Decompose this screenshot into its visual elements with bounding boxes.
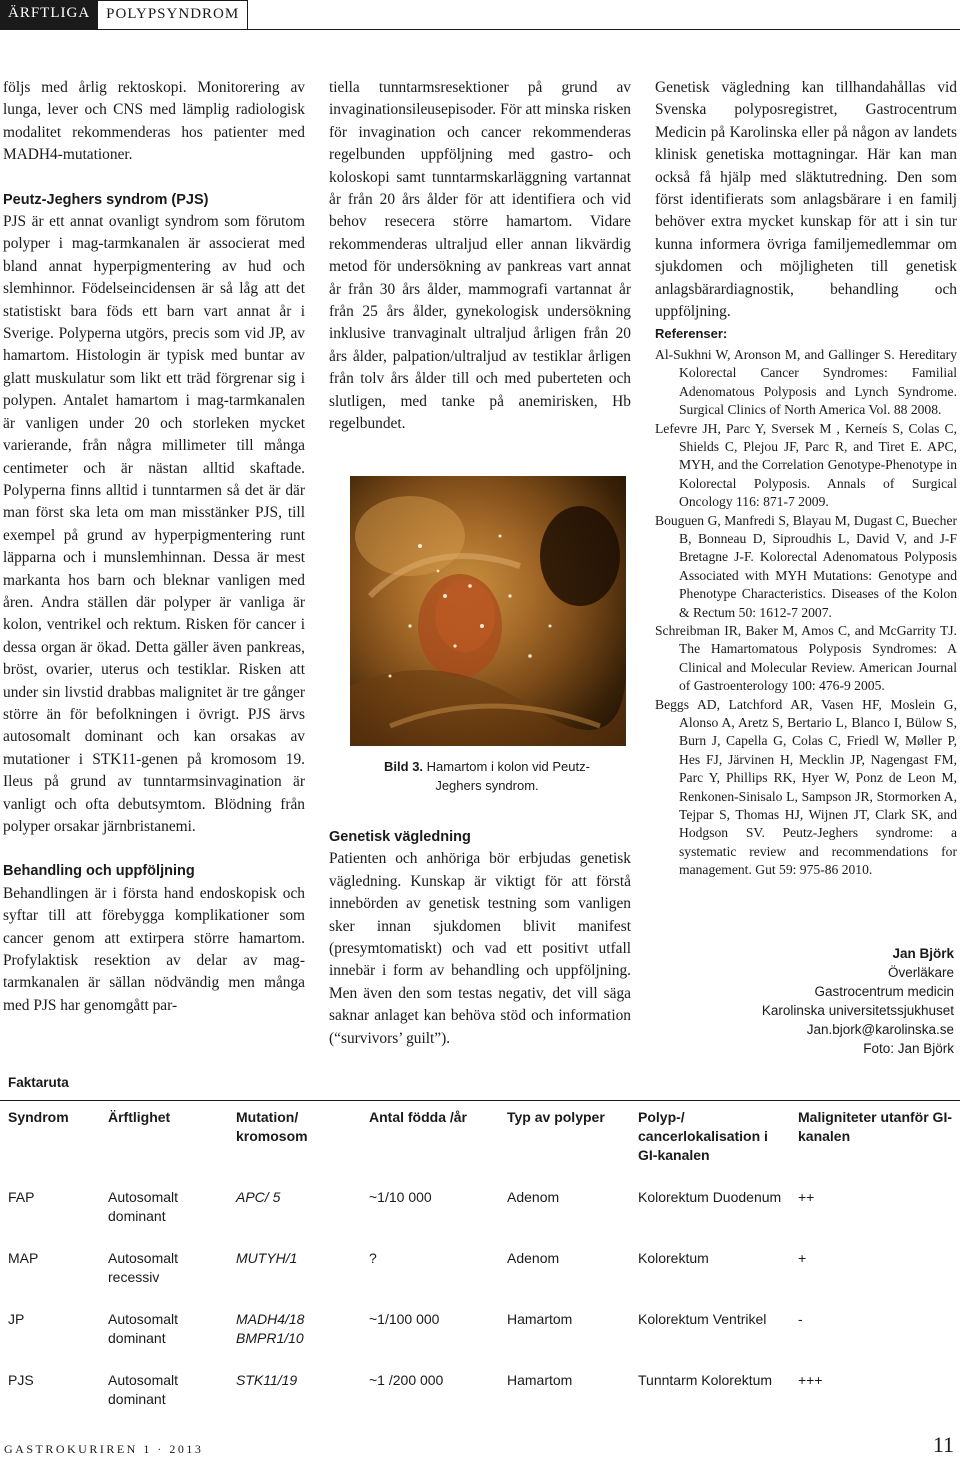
reference-item: Schreibman IR, Baker M, Amos C, and McGarrity TJ. The Hamartomatous Polyposis Syndromes: A Clinical and Molecular Review. American Journal of Gastroenterology 100: 476-9 2005. bbox=[655, 622, 957, 694]
caption-text: Hamartom i kolon vid Peutz-Jeghers syndrom. bbox=[423, 759, 590, 793]
column-header: Syndrom bbox=[8, 1109, 69, 1125]
column-header: Maligniteter utanför GI-kanalen bbox=[798, 1109, 952, 1144]
table-cell: PJS bbox=[8, 1372, 34, 1388]
references-heading: Referenser: bbox=[655, 326, 728, 342]
reference-item: Beggs AD, Latchford AR, Vasen HF, Moslein G, Alonso A, Aretz S, Bertario L, Blanco I, Bülow S, Burn J, Capella G, Colas C, Friedl W, Møller P, Hes FJ, Järvinen H, Mecklin JP, Nagengast FM, Parc Y, Phillips RK, Hyer W, Ponz de Leon M, Renkonen-Sinisalo L, Sampson JR, Stormorken A, Tejpar S, Thomas HJ, Wijnen JT, Clark SK, and Hodgson SV. Peutz-Jeghers syndrome: a systematic review and recommendations for management. Gut 59: 975-86 2010. bbox=[655, 696, 957, 878]
table-header-row bbox=[0, 1108, 960, 1175]
table-cell: Hamartom bbox=[507, 1372, 573, 1388]
column-header: Ärftlighet bbox=[108, 1109, 171, 1125]
table-row bbox=[0, 1297, 960, 1358]
paragraph: Patienten och anhöriga bör erbjudas genetisk vägledning. Kunskap är viktigt för att förstå innebörden av genetisk testning som vanligen sker innan sjukdomen blivit manifest (presymtomatiskt) och vad ett positivt utfall innebär i form av behandling och uppföljning. Men även den som testas negativ, det vill säga saknar anlaget kan behöva stöd och information (“survivors’ guilt”). bbox=[329, 850, 631, 1047]
table-cell: JP bbox=[8, 1311, 25, 1327]
column-3 bbox=[655, 77, 957, 880]
author-block bbox=[762, 944, 954, 1058]
table-cell: FAP bbox=[8, 1189, 35, 1205]
heading-pjs: Peutz-Jeghers syndrom (PJS) bbox=[3, 191, 209, 208]
endoscopy-photo bbox=[350, 476, 626, 746]
faktaruta-rule bbox=[0, 1100, 960, 1101]
table-row bbox=[0, 1236, 960, 1297]
table-cell: Kolorektum Ventrikel bbox=[638, 1311, 767, 1327]
header-category: ÄRFTLIGA bbox=[0, 0, 98, 30]
paragraph: följs med årlig rektoskopi. Monitorering av lunga, lever och CNS med lämplig radiologisk modalitet rekommenderas hos patienter med MADH4-mutationer. bbox=[3, 79, 305, 164]
figure-caption bbox=[384, 757, 590, 795]
author-email[interactable]: Jan.bjork@karolinska.se bbox=[806, 1022, 954, 1037]
table-cell: Autosomalt dominant bbox=[108, 1189, 179, 1224]
table-cell: Kolorektum Duodenum bbox=[638, 1189, 782, 1205]
table-cell: ? bbox=[369, 1250, 377, 1266]
paragraph: Genetisk vägledning kan tillhandahållas vid Svenska polyposregistret, Gastrocentrum Medicin på Karolinska eller på någon av landets klinisk genetiska mottagningar. Här kan man också få hjälp med släktutredning. Den som först identifierats som anlagsbärare i en familj behöver extra mycket kunskap för att i sin tur kunna informera övriga familjemedlemmar om sjukdomen och möjligheten till genetisk anlagsbärardiagnostik, behandling och uppföljning. bbox=[655, 79, 957, 321]
header-section: POLYPSYNDROM bbox=[98, 0, 248, 30]
column-2 bbox=[329, 77, 631, 436]
table-cell: ~1/100 000 bbox=[369, 1311, 440, 1327]
table-row bbox=[0, 1175, 960, 1236]
journal-footer: GASTROKURIREN 1 · 2013 bbox=[4, 1442, 204, 1456]
paragraph: Behandlingen är i första hand endoskopisk och syftar till att förebygga komplikationer som cancer genom att extirpera större hamartom. Profylaktisk resektion av delar av mag-tarmkanalen är sällan nödvändig men många med PJS har genomgått par- bbox=[3, 884, 305, 1014]
table-cell: Tunntarm Kolorektum bbox=[638, 1372, 773, 1388]
column-header: Polyp-/ cancerlokalisation i GI-kanalen bbox=[638, 1109, 768, 1163]
table-cell: APC/ 5 bbox=[236, 1189, 281, 1205]
header-rule bbox=[0, 29, 960, 30]
table-cell: ++ bbox=[798, 1189, 815, 1205]
table-cell: STK11/19 bbox=[236, 1372, 298, 1388]
table-cell: - bbox=[798, 1311, 803, 1327]
table-cell: Kolorektum bbox=[638, 1250, 709, 1266]
table-cell: Hamartom bbox=[507, 1311, 573, 1327]
table-cell: MAP bbox=[8, 1250, 39, 1266]
author-dept: Gastrocentrum medicin bbox=[814, 984, 954, 999]
page-number: 11 bbox=[932, 1432, 954, 1457]
table-row bbox=[0, 1358, 960, 1419]
table-cell: Autosomalt recessiv bbox=[108, 1250, 179, 1285]
table-cell: ~1/10 000 bbox=[369, 1189, 432, 1205]
reference-item: Al-Sukhni W, Aronson M, and Gallinger S. Hereditary Kolorectal Cancer Syndromes: Familial Adenomatous Polyposis and Lynch Syndrome. Surgical Clinics of North America Vol. 88 2008. bbox=[655, 346, 957, 418]
author-name: Jan Björk bbox=[892, 946, 954, 961]
column-header: Mutation/ kromosom bbox=[236, 1109, 308, 1144]
caption-label: Bild 3. bbox=[384, 759, 424, 774]
faktaruta-table bbox=[0, 1108, 960, 1419]
table-cell: ~1 /200 000 bbox=[369, 1372, 444, 1388]
reference-item: Bouguen G, Manfredi S, Blayau M, Dugast C, Buecher B, Bonneau D, Siproudhis L, David V, and J-F Bretagne J-F. Kolorectal Adenomatous Polyposis Associated with MYH Mutations: Genotype and Phenotype Characteristics. Diseases of the Kolon & Rectum 50: 1612-7 2007. bbox=[655, 512, 957, 620]
paragraph: tiella tunntarmsresektioner på grund av invaginationsileusepisoder. För att minska risken för invagination och cancer rekommenderas regelbunden uppföljning med gastro- och koloskopi samt tunntarmskarläggning vartannat år från 20 års ålder för att identifiera och vid behov resecera större hamartom. Vidare rekommenderas ultraljud eller annan likvärdig metod för undersökning av pankreas vart annat år från 30 års ålder, mammografi vartannat år från 25 års ålder, gynekologisk undersökning inklusive tranvaginalt ultraljud årligen från 20 års ålder, palpation/ultraljud av testiklar årligen från tolv års ålder till och med puberteten och slutligen, med tanke på anemirisken, Hb regelbundet. bbox=[329, 79, 631, 433]
author-hospital: Karolinska universitetssjukhuset bbox=[761, 1003, 954, 1018]
faktaruta-title: Faktaruta bbox=[8, 1075, 69, 1090]
table-cell: Autosomalt dominant bbox=[108, 1372, 179, 1407]
paragraph: PJS är ett annat ovanligt syndrom som förutom polyper i mag-tarmkanalen är associerat med bland annat hyperpigmentering av hud och slemhinnor. Födelseincidensen är så låg att det statistiskt bara föds ett barn vart annat år i Sverige. Polyperna utgörs, precis som vid JP, av hamartom. Histologin är typisk med buntar av glatt muskulatur som likt ett träd förgrenar sig i polypen. Antalet hamartom i mag-tarmkanalen är vanligen under 20 och storleken mycket varierande, från några millimeter till många centimeter och är nästan alltid skaftade. Polyperna finns alltid i tunntarmen så det är där man först ska leta om man misstänker PJS, till exempel på grund av hyperpigmentering runt läpparna och i munslemhinnan. Dessa är mest markanta hos barn och bleknar vanligen med åren. Andra ställen där polyper är vanliga är kolon, ventrikel och rektum. Risken för cancer i dessa organ är ökad. Detta gäller även pankreas, bröst, ovarier, uterus och testiklar. Risken att under sin livstid drabbas malignitet är tre gånger större än för befolkningen i övrigt. PJS ärvs autosomalt dominant och kan orsakas av mutationer i STK11-genen på kromosom 19. Ileus på grund av tunntarmsinvagination är vanligt och ofta debutsymtom. Blödning från polyper orsakar järnbristanemi. bbox=[3, 213, 305, 835]
column-1 bbox=[3, 77, 305, 1017]
table-cell: Adenom bbox=[507, 1250, 560, 1266]
author-title: Överläkare bbox=[887, 965, 954, 980]
table-cell: + bbox=[798, 1250, 807, 1266]
photo-credit: Foto: Jan Björk bbox=[863, 1041, 954, 1056]
column-2-lower bbox=[329, 826, 631, 1050]
table-cell: MUTYH/1 bbox=[236, 1250, 298, 1266]
heading-behandling: Behandling och uppföljning bbox=[3, 863, 195, 880]
reference-item: Lefevre JH, Parc Y, Sversek M , Kerneís S, Colas C, Shields C, Plejou JF, Parc R, and Tiret E. APC, MYH, and the Correlation Genotype-Phenotype in Kolorectal Polyposis. Annals of Surgical Oncology 116: 871-7 2009. bbox=[655, 420, 957, 510]
table-cell: Adenom bbox=[507, 1189, 560, 1205]
table-cell: Autosomalt dominant bbox=[108, 1311, 179, 1346]
column-header: Typ av polyper bbox=[507, 1109, 605, 1125]
column-header: Antal födda /år bbox=[369, 1109, 468, 1125]
heading-genetisk: Genetisk vägledning bbox=[329, 829, 471, 845]
section-header bbox=[0, 0, 248, 30]
table-cell: MADH4/18 BMPR1/10 bbox=[236, 1311, 305, 1346]
table-cell: +++ bbox=[798, 1372, 823, 1388]
